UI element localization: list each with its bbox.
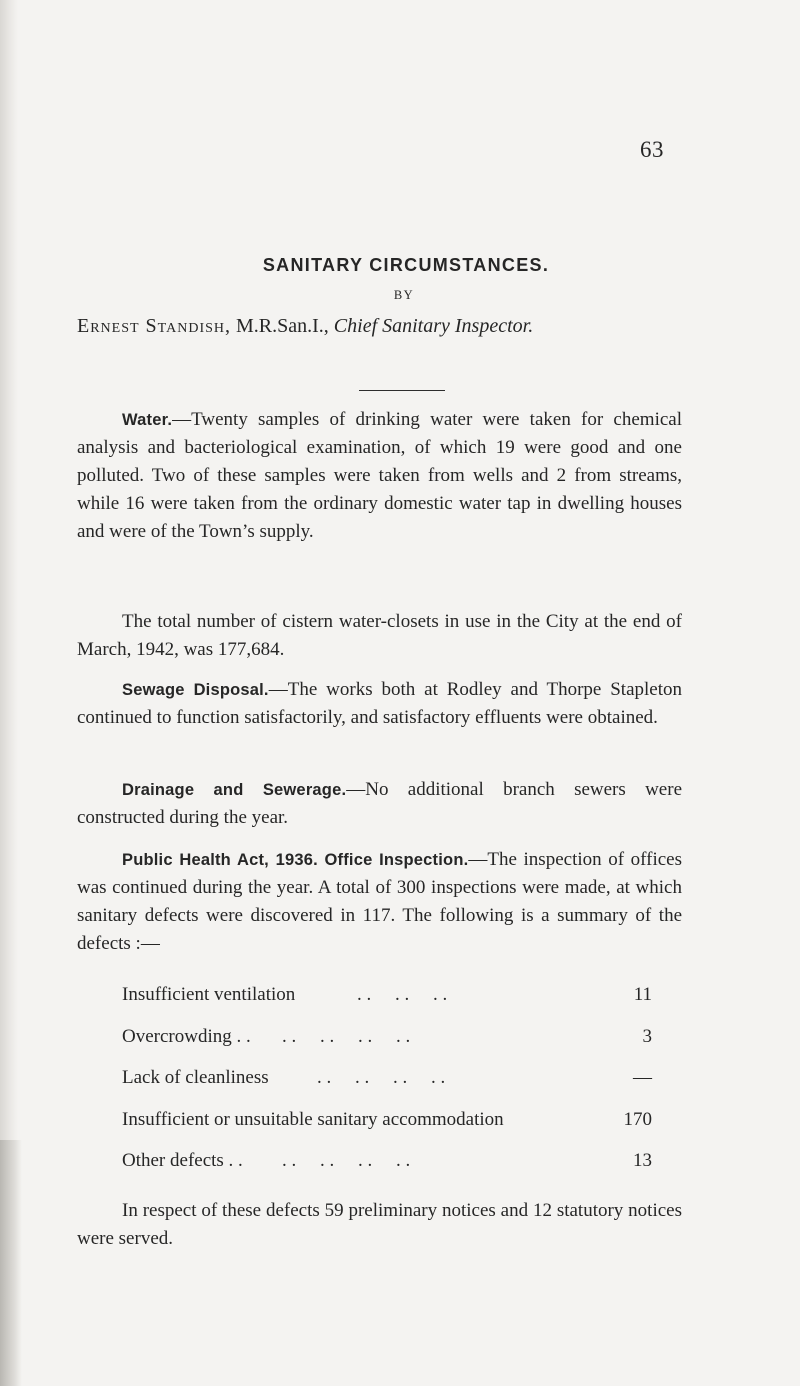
defect-row <box>122 1026 652 1068</box>
defect-row <box>122 1109 652 1151</box>
drainage-heading: Drainage and Sewerage. <box>122 781 347 799</box>
leader-dots: . . . . . . . . <box>282 1025 411 1047</box>
notices-text: In respect of these defects 59 preliminary notices and 12 statutory notices were served. <box>77 1200 682 1249</box>
closets-text: The total number of cistern water-closets in use in the City at the end of March, 1942, was 177,684. <box>77 611 682 660</box>
byline <box>77 315 533 338</box>
drainage-text: —No additional branch sewers were constructed during the year. <box>77 779 682 828</box>
author-name: Ernest Standish, <box>77 315 231 337</box>
defect-label: Insufficient ventilation <box>122 984 296 1005</box>
defect-count: — <box>633 1067 652 1088</box>
paragraph-drainage <box>77 776 682 832</box>
paragraph-public-health <box>77 846 682 958</box>
sewage-text: —The works both at Rodley and Thorpe Stapleton continued to function satisfactorily, and satisfactory effluents were obtained. <box>77 679 682 728</box>
defect-count: 170 <box>623 1108 652 1130</box>
defect-label: Lack of cleanliness <box>122 1067 269 1088</box>
author-qualifications: M.R.San.I., <box>236 315 329 337</box>
defect-row <box>122 1067 652 1109</box>
defect-count: 13 <box>633 1150 652 1171</box>
paragraph-sewage <box>77 676 682 732</box>
page-number: 63 <box>640 137 664 162</box>
leader-dots: . . . . . . . . <box>317 1067 446 1088</box>
defect-label: Insufficient or unsuitable sanitary accommodation <box>122 1108 504 1130</box>
page-title: SANITARY CIRCUMSTANCES. <box>262 255 550 275</box>
defect-count: 3 <box>642 1025 652 1047</box>
leader-dots: . . . . . . <box>357 984 448 1005</box>
paragraph-water <box>77 406 682 546</box>
water-heading: Water. <box>122 411 173 429</box>
defect-row <box>122 1150 652 1192</box>
author-title: Chief Sanitary Inspector. <box>333 315 534 337</box>
defect-label: Other defects . . <box>122 1150 243 1171</box>
defect-label: Overcrowding . . <box>122 1025 251 1047</box>
sewage-heading: Sewage Disposal. <box>122 681 269 699</box>
defect-count: 11 <box>633 984 652 1005</box>
paragraph-notices <box>77 1197 682 1253</box>
defect-row <box>122 984 652 1026</box>
public-health-text: —The inspection of offices was continued during the year. A total of 300 inspections were made, at which sanitary defects were discovered in 117. The following is a summary of the defects :— <box>77 849 682 954</box>
by-label: BY <box>393 288 415 302</box>
paragraph-closets <box>77 608 682 664</box>
water-text: —Twenty samples of drinking water were taken for chemical analysis and bacteriological examination, of which 19 were good and one polluted. Two of these samples were taken from wells and 2 from streams, while 16 were taken from the ordinary domestic water tap in dwelling houses and were of the Town’s supply. <box>77 409 682 542</box>
defects-list <box>122 984 652 1192</box>
page-edge-shadow-lower <box>0 1140 22 1386</box>
leader-dots: . . . . . . . . <box>282 1150 411 1171</box>
public-health-heading: Public Health Act, 1936. Office Inspection. <box>122 851 469 869</box>
section-divider <box>359 390 445 391</box>
